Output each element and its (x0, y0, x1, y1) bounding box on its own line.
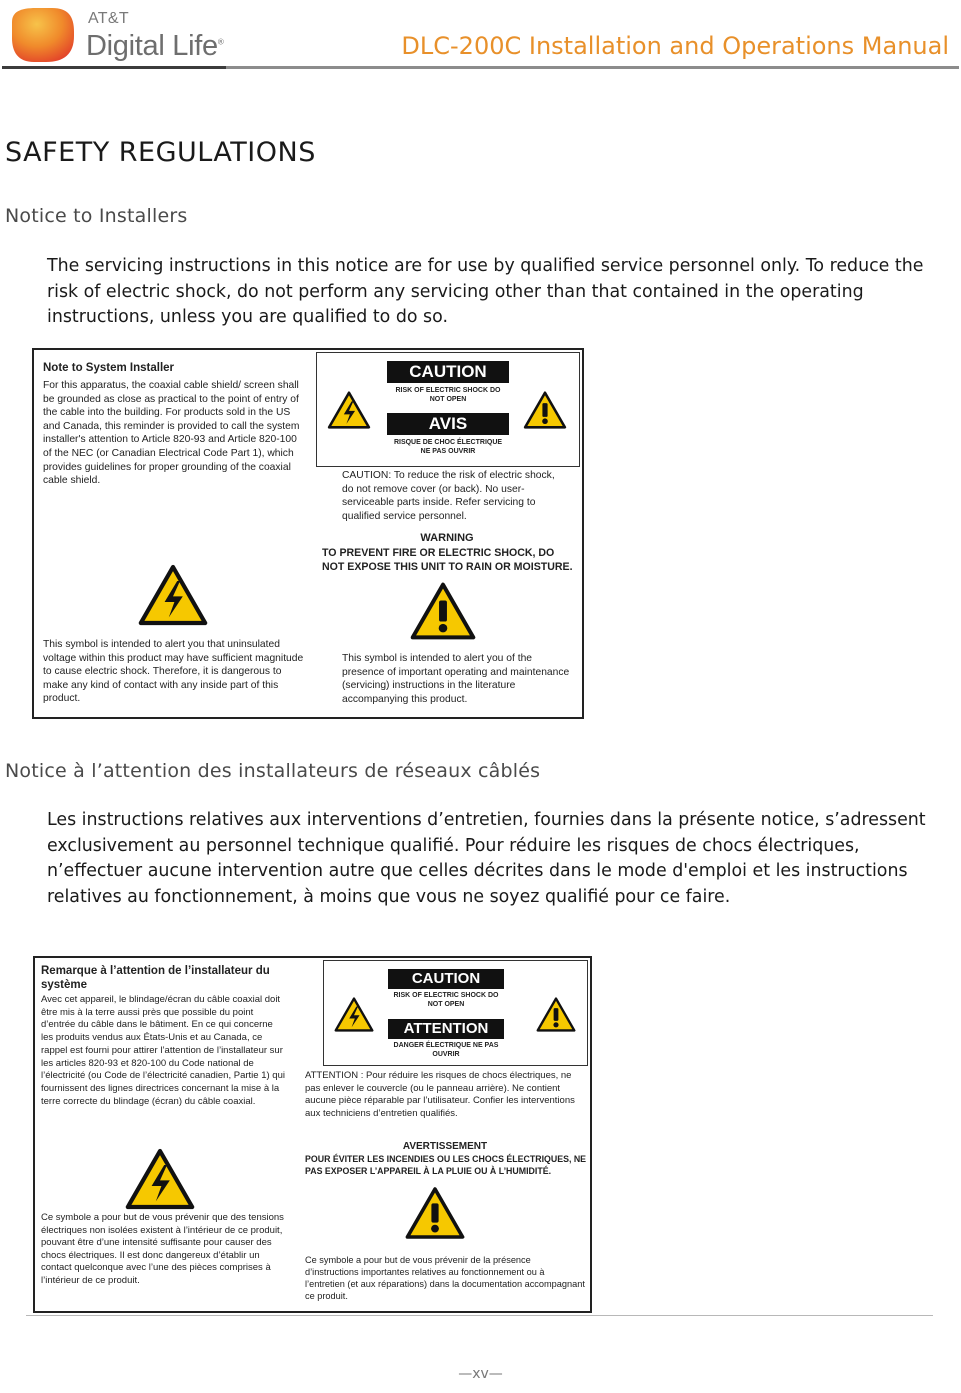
attention-block (388, 1019, 504, 1063)
caution-subtitle: RISK OF ELECTRIC SHOCK DO NOT OPEN (395, 387, 501, 403)
avis-title: AVIS (387, 413, 509, 435)
attention-title: ATTENTION (388, 1019, 504, 1039)
page-number: —xv— (458, 1366, 503, 1382)
caution-block (387, 361, 509, 409)
lightning-bolt-icon (334, 997, 374, 1032)
document-title: DLC-200C Installation and Operations Manual (401, 32, 949, 60)
logo-product-text (86, 30, 223, 63)
installers-fr-paragraph: Les instructions relatives aux interventions d’entretien, fournies dans la présente notice, s’adressent exclusivement au personnel technique qualifié. Pour réduire les risques de chocs électriques, n’effectuer aucune intervention autre que celles décrites dans le mode d'emploi et les instructions relatives au fonctionnement, à moins que vous ne soyez qualifié pour ce faire. (47, 810, 926, 907)
panel-title: Remarque à l’attention de l’installateur du système (41, 965, 270, 991)
avis-block (387, 413, 509, 461)
warning-text: TO PREVENT FIRE OR ELECTRIC SHOCK, DO NOT EXPOSE THIS UNIT TO RAIN OR MOISTURE. (322, 547, 573, 573)
bolt-symbol-text: Ce symbole a pour but de vous prévenir que des tensions électriques non isolées existent à l’intérieur de ce produit, pouvant être d’une intensité suffisante pour causer des chocs électriques. Il est donc dangereux d’établir un contact quelconque avec l’une des pièces comprises à l’intérieur de ce produit. (41, 1212, 284, 1286)
caution-text: ATTENTION : Pour réduire les risques de chocs électriques, ne pas enlever le couvercle (ou le panneau arrière). Ne contient aucune pièce réparable par l’utilisateur. Confier les interventions aux techniciens d’entretien qualifiés. (305, 1070, 575, 1119)
lightning-bolt-icon (125, 1148, 195, 1210)
warning-heading: WARNING (420, 532, 474, 544)
caution-label (323, 960, 588, 1066)
installers-fr-heading: Notice à l’attention des installateurs de réseaux câblés (5, 760, 541, 782)
att-globe-icon (6, 6, 76, 64)
exclamation-symbol-text: Ce symbole a pour but de vous prévenir de la présence d’instructions importantes relatives au fonctionnement ou à l’entretien (et aux réparations) dans la documentation accompagnant ce produit. (305, 1255, 585, 1301)
warning-heading: AVERTISSEMENT (402, 1141, 488, 1152)
avis-subtitle: RISQUE DE CHOC ÉLECTRIQUE NE PAS OUVRIR (393, 439, 503, 455)
caution-subtitle: RISK OF ELECTRIC SHOCK DO NOT OPEN (393, 992, 499, 1008)
warning-text: POUR ÉVITER LES INCENDIES OU LES CHOCS ÉLECTRIQUES, NE PAS EXPOSER L’APPAREIL À LA PLUIE OU À L’HUMIDITÉ. (305, 1154, 587, 1176)
exclamation-icon (536, 997, 576, 1032)
installers-paragraph: The servicing instructions in this notice are for use by qualified service personnel only. To reduce the risk of electric shock, do not perform any servicing other than that contained in the operating instructions, unless you are qualified to do so. (47, 256, 924, 327)
logo-brand-text: AT&T (88, 10, 129, 27)
installers-heading: Notice to Installers (5, 205, 188, 227)
section-title: SAFETY REGULATIONS (5, 137, 316, 168)
page-header (0, 0, 961, 72)
installer-note-text: Avec cet appareil, le blindage/écran du câble coaxial doit être mis à la terre aussi près que possible du point d’entrée du câble dans le bâtiment. En ce qui concerne les produits vendus aux États-Unis et au Canada, ce rappel est fourni pour attirer l’attention de l’installateur sur les articles 820-93 et 820-100 du Code national de l’électricité (ou Code de l’électricité canadien, Partie 1) qui fournissent des lignes directrices concernant la mise à la terre correcte du blindage (écran) du câble coaxial. (41, 994, 285, 1107)
caution-label (316, 352, 580, 467)
attention-subtitle: DANGER ÉLECTRIQUE NE PAS OUVRIR (393, 1042, 499, 1058)
footer-divider (26, 1315, 933, 1316)
panel-title: Note to System Installer (43, 362, 175, 374)
caution-title: CAUTION (387, 361, 509, 383)
lightning-bolt-icon (327, 391, 371, 429)
lightning-bolt-icon (138, 564, 208, 626)
caution-block (388, 969, 504, 1013)
caution-title: CAUTION (388, 969, 504, 989)
notice-panel-french (33, 956, 592, 1313)
exclamation-icon (405, 1186, 465, 1240)
exclamation-icon (523, 391, 567, 429)
caution-text: CAUTION: To reduce the risk of electric shock, do not remove cover (or back). No user-serviceable parts inside. Refer servicing to qualified service personnel. (342, 470, 555, 522)
logo-product-name: Digital Life (86, 30, 218, 62)
notice-panel-english (32, 348, 584, 719)
registered-mark: ® (217, 37, 224, 47)
installer-note-text: For this apparatus, the coaxial cable shield/ screen shall be grounded as close as practical to the point of entry of the cable into the building. For products sold in the US and Canada, this reminder is provided to call the system installer's attention to Article 820-93 and Article 820-100 of the NEC (or Canadian Electrical Code Part 1), which provides guidelines for proper grounding of the coaxial cable shield. (43, 380, 300, 487)
bolt-symbol-text: This symbol is intended to alert you that uninsulated voltage within this product may have sufficient magnitude to cause electric shock. Therefore, it is dangerous to make any kind of contact with any inside part of this product. (43, 639, 304, 705)
exclamation-icon (410, 582, 476, 640)
exclamation-symbol-text: This symbol is intended to alert you of the presence of important operating and maintenance (servicing) instructions in the literature accompanying this product. (342, 653, 570, 705)
att-digital-life-logo (2, 2, 232, 66)
header-divider-accent (2, 66, 226, 69)
